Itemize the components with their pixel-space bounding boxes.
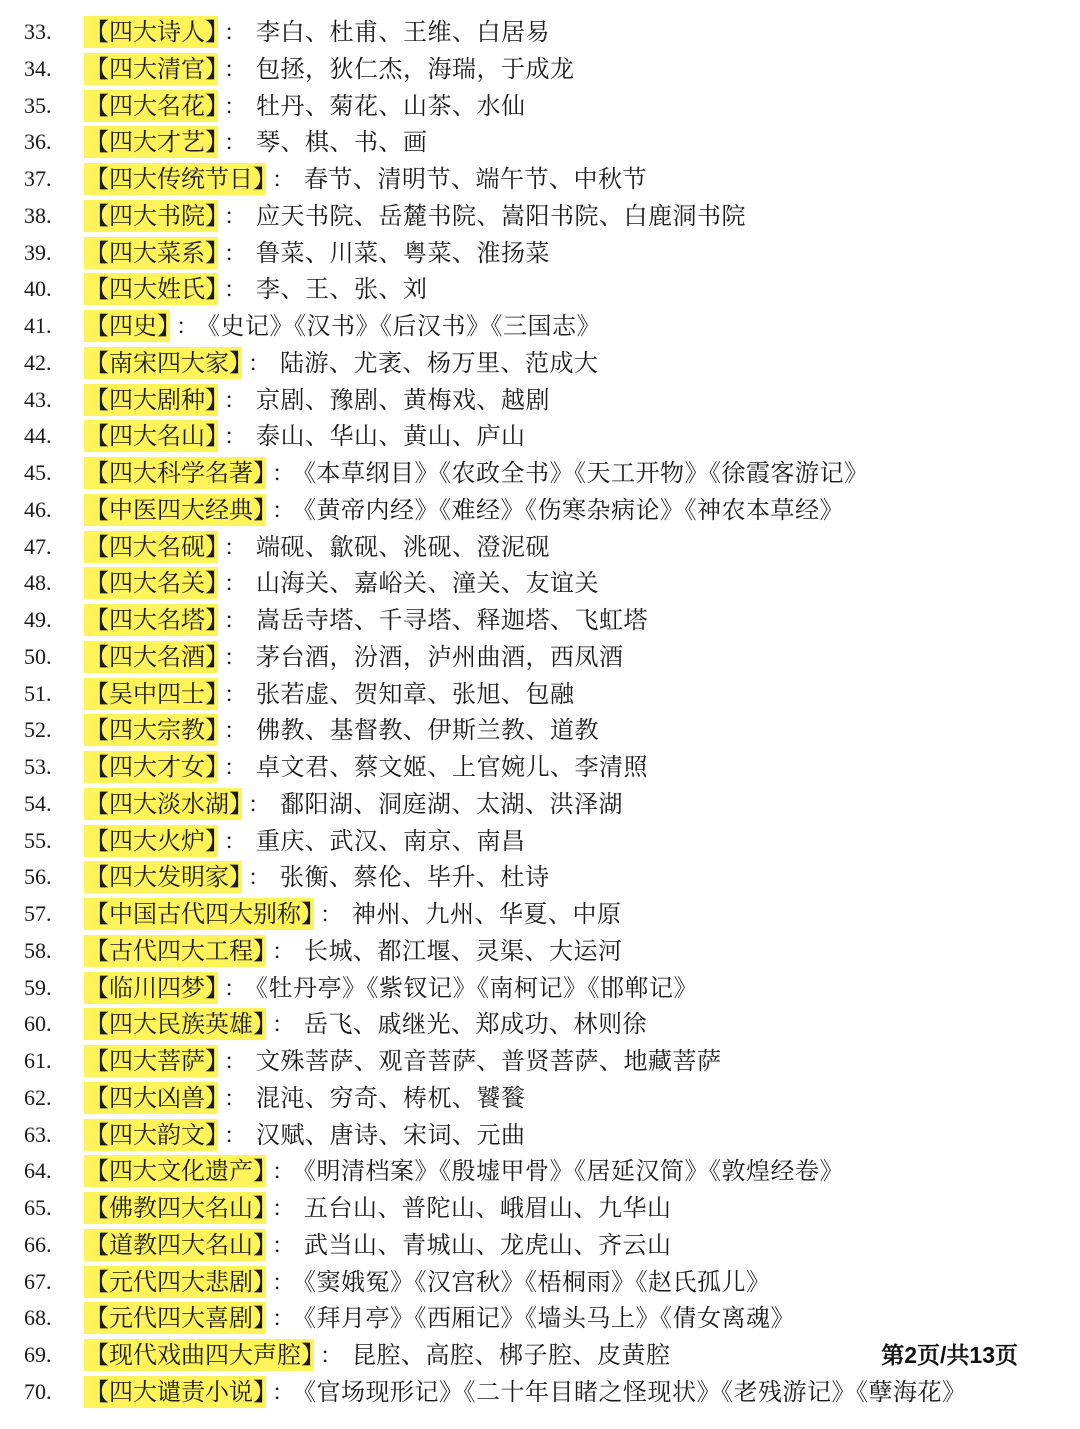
colon-separator: ： [224,21,247,46]
colon-separator: ： [224,535,247,561]
colon-separator: ： [224,204,247,230]
item-content [84,345,599,382]
item-values: 《窦娥冤》《汉宫秋》《梧桐雨》《赵氏孤儿》 [304,1267,771,1296]
item-content [84,1190,672,1227]
item-content [84,198,746,235]
item-number: 59. [24,974,52,1000]
colon-separator: ： [224,94,247,120]
list-item [0,712,1080,749]
item-content [84,676,575,713]
item-number: 34. [24,55,52,81]
list-item [0,455,1080,492]
item-number: 44. [24,423,52,449]
list-item [0,492,1080,529]
highlighted-term: 【四大传统节日】 [85,165,265,193]
item-values: 牡丹、菊花、山茶、水仙 [256,91,526,120]
item-content [84,271,428,308]
item-content [84,124,428,161]
list-item [0,1264,1080,1301]
item-number: 56. [24,864,52,890]
item-content [84,639,624,676]
colon-separator: ： [224,278,247,304]
item-number: 66. [24,1231,52,1257]
list-item [0,1117,1080,1154]
item-content [84,1080,526,1117]
item-values: 鄱阳湖、洞庭湖、太湖、洪泽湖 [280,789,624,818]
item-content [84,492,844,529]
list-item [0,1190,1080,1227]
item-number: 64. [24,1158,52,1184]
highlighted-term: 【佛教四大名山】 [85,1194,265,1222]
item-values: 琴、棋、书、画 [256,128,428,157]
highlighted-term: 【四大凶兽】 [85,1083,217,1112]
item-content [84,970,698,1007]
item-number: 35. [24,92,52,118]
colon-separator: ： [272,1013,295,1039]
item-number: 53. [24,754,52,779]
item-values: 陆游、尤袤、杨万里、范成大 [280,348,599,377]
list-item [0,970,1080,1007]
item-values: 长城、都江堰、灵渠、大运河 [304,936,623,965]
item-values: 茅台酒，汾酒，泸州曲酒，西凤酒 [256,642,624,671]
list-item [0,565,1080,602]
colon-separator: ： [224,388,247,414]
item-content [84,1043,722,1080]
highlighted-term: 【吴中四士】 [85,679,217,708]
item-values: 佛教、基督教、伊斯兰教、道教 [256,716,600,745]
item-values: 重庆、武汉、南京、南昌 [256,826,526,855]
item-content [84,1300,795,1337]
item-number: 70. [24,1378,52,1404]
highlighted-term: 【古代四大工程】 [85,936,265,965]
list-item [0,786,1080,823]
colon-separator: ： [224,1123,247,1149]
highlighted-term: 【四大才艺】 [85,128,217,157]
highlighted-term: 【四大姓氏】 [85,275,217,304]
list-item [0,161,1080,198]
colon-separator: ： [224,572,247,598]
item-number: 52. [24,717,52,743]
item-values: 张衡、蔡伦、毕升、杜诗 [280,863,550,892]
highlighted-term: 【四大名花】 [85,91,217,120]
list-item [0,859,1080,896]
item-content [84,786,623,823]
highlighted-term: 【四史】 [85,312,169,340]
item-content [84,14,550,51]
highlighted-term: 【四大名关】 [85,569,217,598]
highlighted-term: 【元代四大悲剧】 [85,1267,265,1296]
item-values: 包拯，狄仁杰，海瑞，于成龙 [256,54,575,83]
item-values: 泰山、华山、黄山、庐山 [256,422,526,451]
item-content [84,602,648,639]
item-number: 39. [24,239,52,265]
colon-separator: ： [248,792,271,818]
item-number: 37. [24,166,52,191]
list-item [0,1300,1080,1337]
item-number: 57. [24,901,52,926]
list-item [0,14,1080,51]
item-content [84,161,647,198]
item-content [84,896,622,933]
colon-separator: ： [224,976,247,1002]
colon-separator: ： [272,462,295,487]
colon-separator: ： [224,241,247,267]
item-number: 54. [24,790,52,816]
item-content [84,1264,771,1301]
item-content [84,308,601,345]
colon-separator: ： [272,1197,295,1222]
highlighted-term: 【四大名塔】 [85,606,217,634]
item-content [84,565,599,602]
list-item [0,639,1080,676]
colon-separator: ： [224,425,247,451]
item-values: 端砚、歙砚、洮砚、澄泥砚 [256,532,551,561]
list-item [0,308,1080,345]
list-item [0,676,1080,713]
item-values: 嵩岳寺塔、千寻塔、释迦塔、飞虹塔 [256,606,649,634]
highlighted-term: 【四大才女】 [85,753,217,781]
item-number: 33. [24,19,52,44]
list-item [0,1153,1080,1190]
item-content [84,1153,844,1190]
highlighted-term: 【四大菜系】 [85,238,217,267]
item-content [84,88,526,125]
highlighted-term: 【四大火炉】 [85,826,217,855]
item-values: 《拜月亭》《西厢记》《墙头马上》《倩女离魂》 [304,1304,796,1333]
colon-separator: ： [248,866,271,892]
item-content [84,823,526,860]
item-number: 63. [24,1121,52,1147]
list-item [0,1080,1080,1117]
item-content [84,235,550,272]
item-number: 40. [24,276,52,302]
item-values: 神州、九州、华夏、中原 [352,900,622,928]
item-content [84,382,550,419]
list-item [0,602,1080,639]
highlighted-term: 【四大民族英雄】 [85,1010,265,1039]
list-item [0,418,1080,455]
highlighted-term: 【四大书院】 [85,201,217,230]
item-values: 京剧、豫剧、黄梅戏、越剧 [256,385,551,414]
colon-separator: ： [224,1050,247,1075]
item-values: 应天书院、岳麓书院、嵩阳书院、白鹿洞书院 [256,201,747,230]
item-number: 61. [24,1048,52,1073]
highlighted-term: 【南宋四大家】 [85,348,241,377]
colon-separator: ： [320,1344,343,1369]
list-item [0,749,1080,786]
highlighted-term: 【四大清官】 [85,54,217,83]
item-number: 50. [24,643,52,669]
item-content [84,1337,671,1374]
list-item [0,124,1080,161]
highlighted-term: 【四大剧种】 [85,385,217,414]
colon-separator: ： [272,939,295,965]
entry-list [0,14,1080,1411]
list-item [0,88,1080,125]
colon-separator: ： [272,1270,295,1296]
item-values: 春节、清明节、端午节、中秋节 [304,165,648,193]
highlighted-term: 【中国古代四大别称】 [85,900,313,928]
colon-separator: ： [248,351,271,377]
colon-separator: ： [272,498,295,524]
list-item [0,1043,1080,1080]
item-number: 65. [24,1195,52,1220]
list-item [0,529,1080,566]
highlighted-term: 【四大名砚】 [85,532,217,561]
item-content [84,529,550,566]
item-number: 36. [24,129,52,155]
item-values: 《史记》《汉书》《后汉书》《三国志》 [208,312,602,340]
highlighted-term: 【道教四大名山】 [85,1230,265,1259]
highlighted-term: 【四大文化遗产】 [85,1157,265,1186]
item-number: 48. [24,570,52,596]
item-values: 《黄帝内经》《难经》《伤寒杂病论》《神农本草经》 [304,495,845,524]
colon-separator: ： [224,57,247,83]
colon-separator: ： [272,1160,295,1186]
item-values: 山海关、嘉峪关、潼关、友谊关 [256,569,600,598]
highlighted-term: 【四大谴责小说】 [85,1377,265,1406]
item-number: 60. [24,1011,52,1037]
item-values: 李白、杜甫、王维、白居易 [256,18,551,46]
item-content [84,859,550,896]
item-values: 卓文君、蔡文姬、上官婉儿、李清照 [256,753,649,781]
list-item [0,345,1080,382]
colon-separator: ： [272,1233,295,1259]
item-values: 《官场现形记》《二十年目睹之怪现状》《老残游记》《孽海花》 [304,1377,967,1406]
highlighted-term: 【四大名山】 [85,422,217,451]
item-content [84,712,599,749]
list-item [0,198,1080,235]
highlighted-term: 【中医四大经典】 [85,495,265,524]
highlighted-term: 【四大淡水湖】 [85,789,241,818]
item-number: 38. [24,202,52,228]
list-item [0,1337,1080,1374]
item-number: 49. [24,607,52,632]
item-number: 41. [24,313,52,338]
item-number: 43. [24,386,52,412]
highlighted-term: 【四大诗人】 [85,18,217,46]
item-number: 55. [24,827,52,853]
highlighted-term: 【元代四大喜剧】 [85,1304,265,1333]
item-values: 鲁菜、川菜、粤菜、淮扬菜 [256,238,551,267]
item-number: 58. [24,937,52,963]
list-item [0,271,1080,308]
highlighted-term: 【四大菩萨】 [85,1047,217,1075]
item-values: 岳飞、戚继光、郑成功、林则徐 [304,1010,648,1039]
list-item [0,1227,1080,1264]
item-values: 《牡丹亭》《紫钗记》《南柯记》《邯郸记》 [256,973,699,1002]
highlighted-term: 【四大韵文】 [85,1120,217,1149]
list-item [0,933,1080,970]
highlighted-term: 【四大发明家】 [85,863,241,892]
item-content [84,51,575,88]
list-item [0,823,1080,860]
list-item [0,1374,1080,1411]
item-number: 42. [24,349,52,375]
item-content [84,455,869,492]
item-content [84,1117,526,1154]
item-values: 《本草纲目》《农政全书》《天工开物》《徐霞客游记》 [304,459,869,487]
highlighted-term: 【四大名酒】 [85,642,217,671]
item-content [84,418,526,455]
colon-separator: ： [272,1380,295,1406]
colon-separator: ： [224,719,247,745]
colon-separator: ： [320,903,343,928]
item-content [84,933,623,970]
colon-separator: ： [224,682,247,708]
item-number: 67. [24,1268,52,1294]
colon-separator: ： [272,1307,295,1333]
colon-separator: ： [272,168,295,193]
item-number: 45. [24,460,52,485]
colon-separator: ： [176,315,199,340]
item-number: 62. [24,1084,52,1110]
highlighted-term: 【临川四梦】 [85,973,217,1002]
item-values: 武当山、青城山、龙虎山、齐云山 [304,1230,672,1259]
item-number: 68. [24,1305,52,1331]
page-indicator: 第2页/共13页 [881,1342,1018,1368]
colon-separator: ： [224,131,247,157]
colon-separator: ： [224,756,247,781]
colon-separator: ： [224,645,247,671]
document-page [0,14,1080,1411]
item-values: 昆腔、高腔、梆子腔、皮黄腔 [352,1341,671,1369]
item-values: 五台山、普陀山、峨眉山、九华山 [304,1194,672,1222]
colon-separator: ： [224,1086,247,1112]
item-content [84,1006,647,1043]
list-item [0,382,1080,419]
item-content [84,1227,672,1264]
item-content [84,749,648,786]
item-values: 混沌、穷奇、梼杌、饕餮 [256,1083,526,1112]
item-values: 张若虚、贺知章、张旭、包融 [256,679,575,708]
highlighted-term: 【四大宗教】 [85,716,217,745]
highlighted-term: 【四大科学名著】 [85,459,265,487]
item-number: 46. [24,496,52,522]
highlighted-term: 【现代戏曲四大声腔】 [85,1341,313,1369]
colon-separator: ： [224,609,247,634]
list-item [0,235,1080,272]
item-content [84,1374,967,1411]
item-values: 文殊菩萨、观音菩萨、普贤菩萨、地藏菩萨 [256,1047,722,1075]
item-number: 69. [24,1342,52,1367]
item-values: 《明清档案》《殷墟甲骨》《居延汉简》《敦煌经卷》 [304,1157,845,1186]
item-number: 47. [24,533,52,559]
list-item [0,1006,1080,1043]
list-item [0,51,1080,88]
item-values: 李、王、张、刘 [256,275,428,304]
list-item [0,896,1080,933]
item-values: 汉赋、唐诗、宋词、元曲 [256,1120,526,1149]
item-number: 51. [24,680,52,706]
colon-separator: ： [224,829,247,855]
